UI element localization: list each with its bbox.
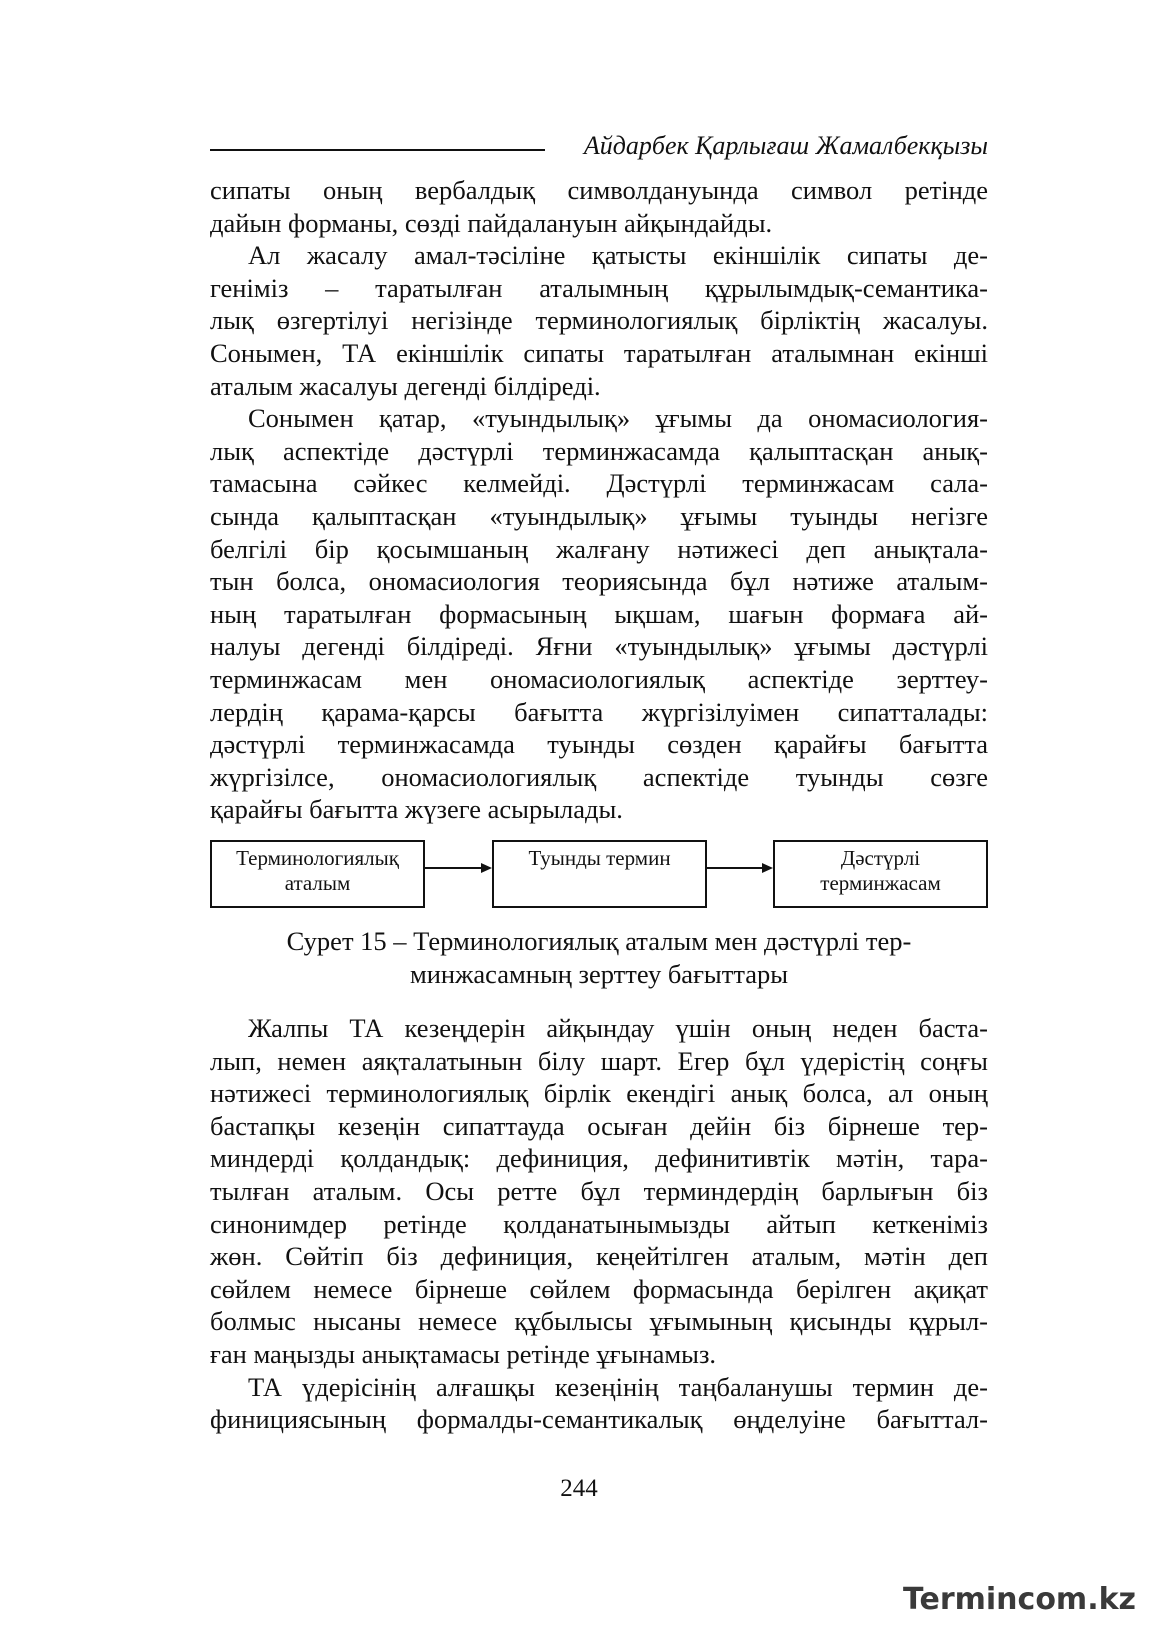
watermark-logo: Termincom.kz xyxy=(903,1582,1136,1617)
text-line: нәтижесі терминологиялық бірлік екендігі анық болса, ал оның xyxy=(210,1078,988,1109)
text-line: сында қалыптасқан «туындылық» ұғымы туынды негізге xyxy=(210,500,988,531)
text-line: ТА үдерісінің алғашқы кезеңінің таңбаланушы термин де- xyxy=(248,1371,988,1402)
diagram-box-derived-term xyxy=(492,840,707,908)
text-line: Сонымен, ТА екіншілік сипаты таратылған аталымнан екінші xyxy=(210,337,988,368)
text-line: жүргізілсе, ономасиологиялық аспектіде туынды сөзге xyxy=(210,761,988,792)
page-number: 244 xyxy=(560,1475,598,1502)
body-text-top xyxy=(210,174,988,826)
arrow-right-icon xyxy=(425,862,492,874)
caption-line: Сурет 15 – Терминологиялық аталым мен дәстүрлі тер- xyxy=(286,926,912,956)
box-label: Туынды термин xyxy=(528,846,671,870)
box-label: Дәстүрлі xyxy=(840,846,921,870)
text-line: дәстүрлі терминжасамда туынды сөзден қарайғы бағытта xyxy=(210,729,988,760)
text-line: тын болса, ономасиология теориясында бұл нәтиже аталым- xyxy=(210,566,988,597)
text-line: терминжасам мен ономасиологиялық аспектіде зерттеу- xyxy=(210,663,988,694)
text-line: миндерді қолдандық: дефиниция, дефинитивтік мәтін, тара- xyxy=(210,1143,988,1174)
text-line: дайын форманы, сөзді пайдалануын айқындайды. xyxy=(210,207,773,238)
running-header-author: Айдарбек Қарлығаш Жамалбекқызы xyxy=(583,131,988,160)
diagram-box-terminological-naming xyxy=(210,840,425,908)
text-line: ның таратылған формасының ықшам, шағын формаға ай- xyxy=(210,598,988,629)
text-line: Сонымен қатар, «туындылық» ұғымы да ономасиология- xyxy=(248,403,988,434)
text-line: геніміз – таратылған аталымның құрылымдық-семантика- xyxy=(210,272,988,303)
text-line: сөйлем немесе бірнеше сөйлем формасында берілген ақиқат xyxy=(210,1273,988,1304)
body-text-bottom xyxy=(210,1012,988,1436)
text-line: Жалпы ТА кезеңдерін айқындау үшін оның неден баста- xyxy=(248,1013,988,1043)
text-line: налуы дегенді білдіреді. Яғни «туындылық» ұғымы дәстүрлі xyxy=(210,631,988,662)
text-line: лердің қарама-қарсы бағытта жүргізілуімен сипатталады: xyxy=(210,696,988,727)
text-line: ған маңызды анықтамасы ретінде ұғынамыз. xyxy=(210,1338,717,1369)
text-line: болмыс нысаны немесе құбылысы ұғымының қисынды құрыл- xyxy=(210,1306,988,1337)
text-line: тамасына сәйкес келмейді. Дәстүрлі терминжасам сала- xyxy=(210,468,988,499)
text-line: жөн. Сөйтіп біз дефиниция, кеңейтілген аталым, мәтін деп xyxy=(210,1241,988,1272)
text-line: тылған аталым. Осы ретте бұл терминдердің барлығын біз xyxy=(210,1175,988,1206)
box-label: Терминологиялық xyxy=(236,846,399,870)
box-label: терминжасам xyxy=(820,871,941,895)
text-line: финициясының формалды-семантикалық өңделуіне бағыттал- xyxy=(210,1404,988,1435)
text-line: бастапқы кезеңін сипаттауда осыған дейін біз бірнеше тер- xyxy=(210,1110,988,1141)
text-line: аталым жасалуы дегенді білдіреді. xyxy=(210,370,601,401)
text-line: синонимдер ретінде қолданатынымызды айтып кеткеніміз xyxy=(210,1208,988,1239)
box-label: аталым xyxy=(284,871,351,895)
text-line: сипаты оның вербалдық символдануында символ ретінде xyxy=(210,175,988,205)
text-line: лып, немен аяқталатынын білу шарт. Егер бұл үдерістің соңғы xyxy=(210,1045,988,1076)
diagram-box-traditional-term-formation xyxy=(773,840,988,908)
text-line: лық аспектіде дәстүрлі терминжасамда қалыптасқан анық- xyxy=(210,435,988,466)
text-line: лық өзгертілуі негізінде терминологиялық бірліктің жасалуы. xyxy=(210,305,988,336)
arrow-right-icon xyxy=(707,862,773,874)
figure-caption xyxy=(240,925,958,991)
flow-diagram xyxy=(210,840,988,918)
caption-line: минжасамның зерттеу бағыттары xyxy=(409,959,789,989)
header-rule xyxy=(210,149,545,151)
text-line: белгілі бір қосымшаның жалғану нәтижесі деп анықтала- xyxy=(210,533,988,564)
text-line: Ал жасалу амал-тәсіліне қатысты екіншілік сипаты де- xyxy=(248,240,988,271)
text-line: қарайғы бағытта жүзеге асырылады. xyxy=(210,794,623,825)
